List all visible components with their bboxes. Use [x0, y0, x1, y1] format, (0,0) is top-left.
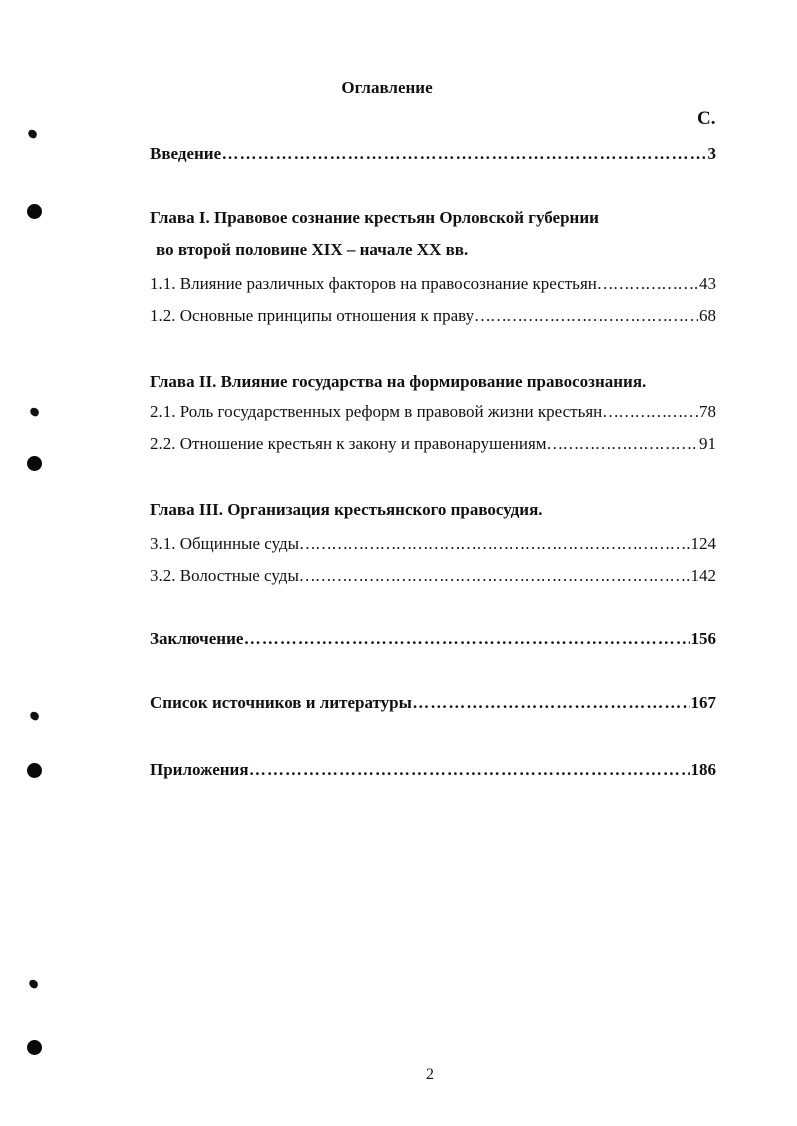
toc-entry-page: 68 [699, 306, 716, 325]
toc-entry-page: 142 [690, 566, 716, 585]
page-column-label: С. [697, 108, 716, 129]
toc-entry-bibliography[interactable] [150, 691, 716, 715]
page-title: Оглавление [341, 78, 433, 97]
toc-entry-introduction[interactable] [150, 142, 716, 166]
chapter-1-heading-line-1: Глава I. Правовое сознание крестьян Орловской губернии [150, 208, 599, 227]
toc-entry-label: 3.2. Волостные суды [150, 566, 299, 585]
toc-entry-label: 2.1. Роль государственных реформ в правовой жизни крестьян [150, 402, 603, 421]
toc-entry-label: 1.1. Влияние различных факторов на правосознание крестьян [150, 274, 597, 293]
toc-entry-page: 167 [690, 693, 716, 712]
toc-entry-label: 3.1. Общинные суды [150, 534, 300, 553]
toc-entry-label: 1.2. Основные принципы отношения к праву [150, 306, 475, 325]
chapter-1-heading-line-2: во второй половине XIX – начале XX вв. [156, 240, 469, 259]
toc-entry-1-2[interactable] [150, 304, 716, 328]
toc-entry-page: 156 [690, 629, 716, 648]
page-number: 2 [426, 1066, 434, 1083]
punch-hole [27, 1040, 42, 1055]
chapter-2-heading: Глава II. Влияние государства на формирование правосознания. [150, 372, 647, 391]
toc-entry-2-2[interactable] [150, 432, 716, 456]
dot-leader [548, 432, 698, 456]
punch-hole [27, 763, 42, 778]
toc-entry-page: 3 [707, 144, 716, 163]
punch-hole [27, 456, 42, 471]
toc-entry-label: 2.2. Отношение крестьян к закону и правонарушениям [150, 434, 547, 453]
toc-entry-2-1[interactable] [150, 400, 716, 424]
toc-entry-page: 78 [699, 402, 716, 421]
toc-entry-appendices[interactable] [150, 758, 716, 782]
dot-leader [603, 400, 698, 424]
toc-entry-page: 43 [699, 274, 716, 293]
dot-leader [244, 627, 689, 651]
dot-leader [300, 564, 690, 588]
dot-leader [300, 532, 689, 556]
chapter-3-heading: Глава III. Организация крестьянского правосудия. [150, 500, 543, 519]
toc-entry-label: Список источников и литературы [150, 693, 412, 712]
toc-entry-conclusion[interactable] [150, 627, 716, 651]
toc-entry-page: 91 [699, 434, 716, 453]
toc-entry-label: Приложения [150, 760, 249, 779]
dot-leader [250, 758, 690, 782]
toc-entry-page: 186 [690, 760, 716, 779]
dot-leader [222, 142, 706, 166]
toc-entry-label: Введение [150, 144, 222, 163]
dot-leader [598, 272, 698, 296]
dot-leader [475, 304, 698, 328]
scan-speck [28, 979, 39, 990]
scan-speck [29, 711, 40, 722]
punch-hole [27, 204, 42, 219]
dot-leader [413, 691, 690, 715]
toc-entry-3-1[interactable] [150, 532, 716, 556]
toc-entry-3-2[interactable] [150, 564, 716, 588]
toc-entry-page: 124 [690, 534, 716, 553]
toc-entry-label: Заключение [150, 629, 244, 648]
scan-speck [27, 129, 38, 140]
scan-speck [29, 407, 40, 418]
toc-entry-1-1[interactable] [150, 272, 716, 296]
